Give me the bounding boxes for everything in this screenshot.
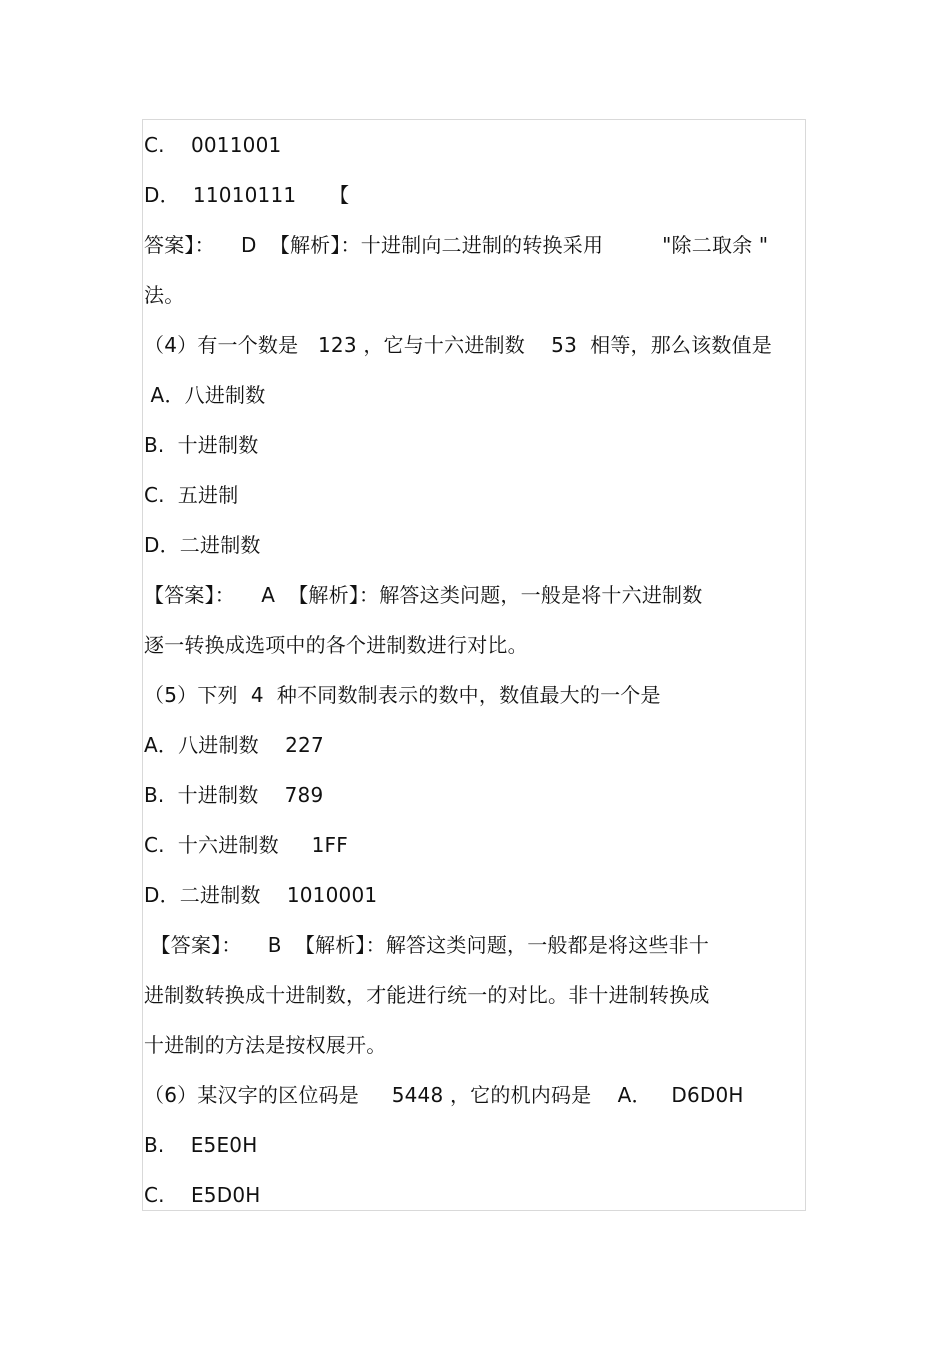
answer-continuation: 进制数转换成十进制数，才能进行统一的对比。非十进制转换成	[144, 983, 710, 1007]
answer-continuation: 逐一转换成选项中的各个进制数进行对比。	[144, 633, 528, 657]
option-a-line: A．八进制数	[144, 383, 266, 407]
option-b-line: B. E5E0H	[144, 1133, 258, 1157]
option-c-line: C. E5D0H	[144, 1183, 261, 1207]
answer-line: 【答案】： A 【解析】：解答这类问题，一般是将十六进制数	[144, 583, 703, 607]
option-d-line: D．二进制数 1010001	[144, 883, 378, 907]
question-5: （5）下列 4 种不同数制表示的数中，数值最大的一个是	[144, 683, 661, 707]
answer-continuation: 十进制的方法是按权展开。	[144, 1033, 387, 1057]
question-6: （6）某汉字的区位码是 5448 ，它的机内码是 A． D6D0H	[144, 1083, 744, 1107]
option-c-line: C. 十六进制数 1FF	[144, 833, 348, 857]
option-b-line: B. 十进制数 789	[144, 783, 324, 807]
option-c-line: C. 五进制	[144, 483, 239, 507]
answer-continuation: 法。	[144, 283, 185, 307]
option-c-line: C. 0011001	[144, 133, 282, 157]
option-d-line: D． 11010111 【	[144, 183, 350, 207]
option-a-line: A．八进制数 227	[144, 733, 324, 757]
question-4: （4）有一个数是 123 ，它与十六进制数 53 相等，那么该数值是	[144, 333, 772, 357]
answer-line: 【答案】： B 【解析】：解答这类问题，一般都是将这些非十	[144, 933, 710, 957]
answer-line: 答案】： D 【解析】：十进制向二进制的转换采用 "除二取余 "	[144, 233, 769, 257]
option-b-line: B. 十进制数	[144, 433, 259, 457]
option-d-line: D．二进制数	[144, 533, 261, 557]
